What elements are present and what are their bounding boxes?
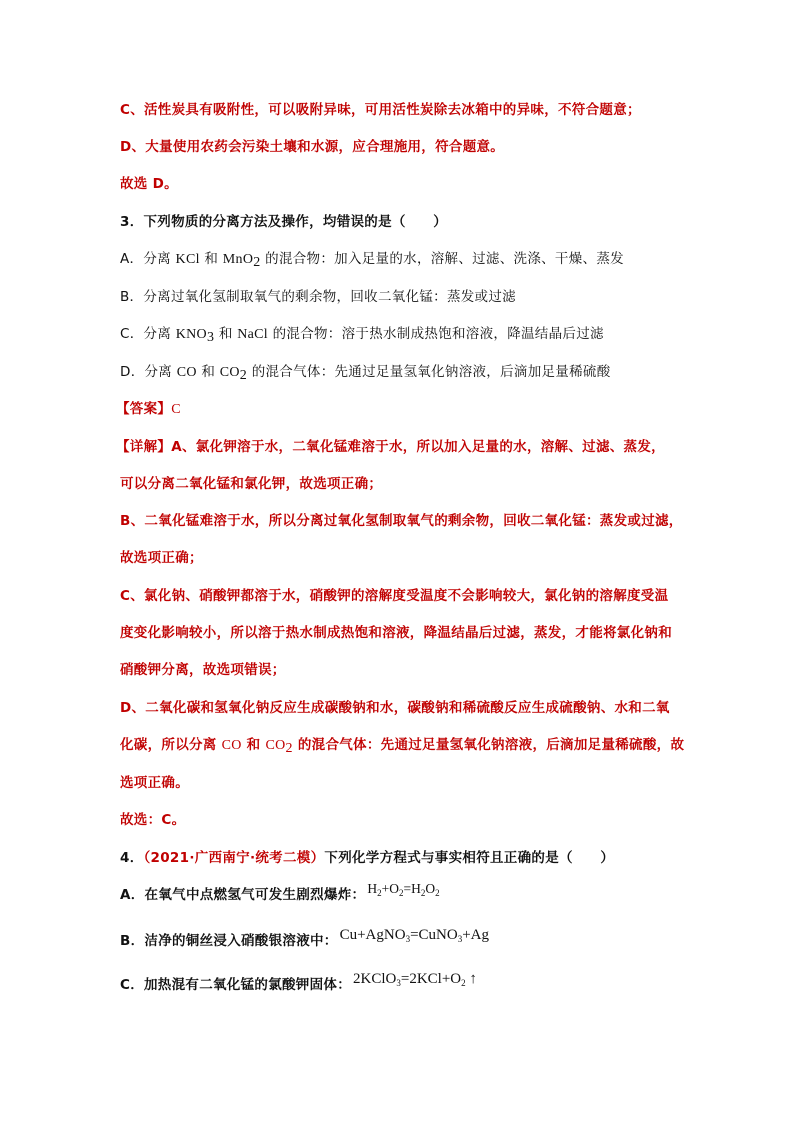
eq-part: +Ag xyxy=(462,927,489,943)
equation-c xyxy=(353,971,477,987)
question-4-stem xyxy=(120,848,614,868)
equation-b xyxy=(340,927,489,943)
answer-label: 【答案】 xyxy=(116,401,172,417)
option-text: 和 xyxy=(199,251,223,267)
question-3-detail-line-8 xyxy=(120,698,670,718)
eq-part: =CuNO xyxy=(410,927,458,943)
eq-subscript: 3 xyxy=(405,934,411,944)
question-3-detail-line-6 xyxy=(120,623,672,643)
detail-text: 可以分离二氧化锰和氯化钾，故选项正确； xyxy=(120,476,383,492)
option-text: C．加热混有二氧化锰的氯酸钾固体： xyxy=(120,977,352,993)
formula-kno3: KNO xyxy=(175,327,207,342)
question-4-option-c xyxy=(120,971,477,995)
detail-text: D、二氧化碳和氢氧化钠反应生成碳酸钠和水，碳酸钠和稀硫酸反应生成硫酸钠、水和二氧 xyxy=(120,700,670,716)
option-text: B．洁净的铜丝浸入硝酸银溶液中： xyxy=(120,933,338,949)
analysis-text: C、活性炭具有吸附性，可以吸附异味，可用活性炭除去冰箱中的异味，不符合题意； xyxy=(120,102,641,118)
detail-text: 硝酸钾分离，故选项错误； xyxy=(120,662,286,678)
option-text: 的混合气体：先通过足量氢氧化钠溶液，后滴加足量稀硫酸 xyxy=(247,364,611,380)
detail-text: 化碳，所以分离 xyxy=(120,737,222,753)
question-3-detail-line-5 xyxy=(120,586,668,606)
eq-subscript: 2 xyxy=(461,978,466,988)
eq-subscript: 3 xyxy=(457,934,463,944)
eq-subscript: 2 xyxy=(398,888,404,898)
eq-part: =H xyxy=(403,881,421,896)
analysis-option-d xyxy=(120,137,504,157)
eq-subscript: 2 xyxy=(435,888,440,898)
option-text: 和 xyxy=(214,326,238,342)
eq-subscript: 2 xyxy=(420,888,426,898)
option-text: 和 xyxy=(196,364,220,380)
question-3-option-b xyxy=(120,287,516,307)
question-3-detail-line-3 xyxy=(120,511,683,531)
eq-part: +O xyxy=(381,881,399,896)
eq-part: 2KClO xyxy=(353,971,397,987)
question-3-detail-line-4 xyxy=(120,548,203,568)
detail-text: 选项正确。 xyxy=(120,775,189,791)
eq-subscript: 3 xyxy=(396,978,401,988)
formula-co2: CO xyxy=(219,365,240,380)
conclusion-text: 故选：C。 xyxy=(120,812,186,828)
detail-text: 【详解】A、氯化钾溶于水，二氧化锰难溶于水，所以加入足量的水，溶解、过滤、蒸发， xyxy=(116,439,665,455)
eq-part: H xyxy=(367,881,378,896)
question-number: 4． xyxy=(120,850,144,866)
question-3-detail-line-1 xyxy=(116,437,665,457)
detail-text: 度变化影响较小，所以溶于热水制成热饱和溶液，降温结晶后过滤，蒸发，才能将氯化钠和 xyxy=(120,625,672,641)
option-text: 的混合物：溶于热水制成热饱和溶液，降温结晶后过滤 xyxy=(268,326,604,342)
option-label: D．分离 xyxy=(120,364,177,380)
question-3-detail-line-9 xyxy=(120,735,684,756)
eq-subscript: 2 xyxy=(377,888,382,898)
detail-text: 和 xyxy=(241,737,266,753)
formula-mno2: MnO xyxy=(222,252,254,267)
formula-subscript: 3 xyxy=(206,330,215,345)
formula-kcl: KCl xyxy=(175,252,200,267)
detail-text: 的混合气体：先通过足量氢氧化钠溶液，后滴加足量稀硫酸，故 xyxy=(292,737,685,753)
formula-subscript: 2 xyxy=(253,255,261,270)
question-3-stem xyxy=(120,212,447,232)
formula-co: CO xyxy=(176,365,197,380)
eq-part: ↑ xyxy=(465,971,477,987)
formula-co2: CO xyxy=(265,738,286,753)
question-3-option-a xyxy=(120,249,624,270)
formula-subscript: 2 xyxy=(285,741,293,756)
analysis-text: D、大量使用农药会污染土壤和水源，应合理施用，符合题意。 xyxy=(120,139,505,155)
detail-text: C、氯化钠、硝酸钾都溶于水，硝酸钾的溶解度受温度不会影响较大，氯化钠的溶解度受温 xyxy=(120,588,669,604)
eq-part: Cu+AgNO xyxy=(339,927,406,943)
analysis-option-c xyxy=(120,100,641,120)
question-text: 3．下列物质的分离方法及操作，均错误的是（ ） xyxy=(120,214,448,230)
equation-a xyxy=(367,881,439,896)
answer-conclusion xyxy=(120,174,178,194)
option-label: C．分离 xyxy=(120,326,176,342)
question-source: （2021·广西南宁·统考二模） xyxy=(143,850,325,866)
formula-co: CO xyxy=(221,738,242,753)
question-3-detail-line-2 xyxy=(120,474,382,494)
conclusion-text: 故选 D。 xyxy=(120,176,178,192)
answer-value: C xyxy=(171,402,181,417)
question-3-detail-line-7 xyxy=(120,660,286,680)
question-3-option-c xyxy=(120,324,604,345)
question-3-conclusion xyxy=(120,810,185,830)
question-4-option-a xyxy=(120,881,440,905)
formula-nacl: NaCl xyxy=(237,327,269,342)
detail-text: 故选项正确； xyxy=(120,550,203,566)
question-3-detail-line-10 xyxy=(120,773,189,793)
question-3-answer xyxy=(116,399,181,420)
detail-text: B、二氧化锰难溶于水，所以分离过氧化氢制取氧气的剩余物，回收二氧化锰：蒸发或过滤， xyxy=(120,513,683,529)
option-text: A．在氧气中点燃氢气可发生剧烈爆炸： xyxy=(120,887,366,903)
question-text: 下列化学方程式与事实相符且正确的是（ ） xyxy=(324,850,615,866)
eq-part: =2KCl+O xyxy=(400,971,462,987)
option-text: 的混合物：加入足量的水，溶解、过滤、洗涤、干燥、蒸发 xyxy=(260,251,624,267)
question-3-option-d xyxy=(120,362,611,383)
formula-subscript: 2 xyxy=(239,368,248,383)
option-label: A．分离 xyxy=(120,251,176,267)
eq-part: O xyxy=(425,881,436,896)
question-4-option-b xyxy=(120,927,489,951)
option-text: B．分离过氧化氢制取氧气的剩余物，回收二氧化锰：蒸发或过滤 xyxy=(120,289,516,305)
